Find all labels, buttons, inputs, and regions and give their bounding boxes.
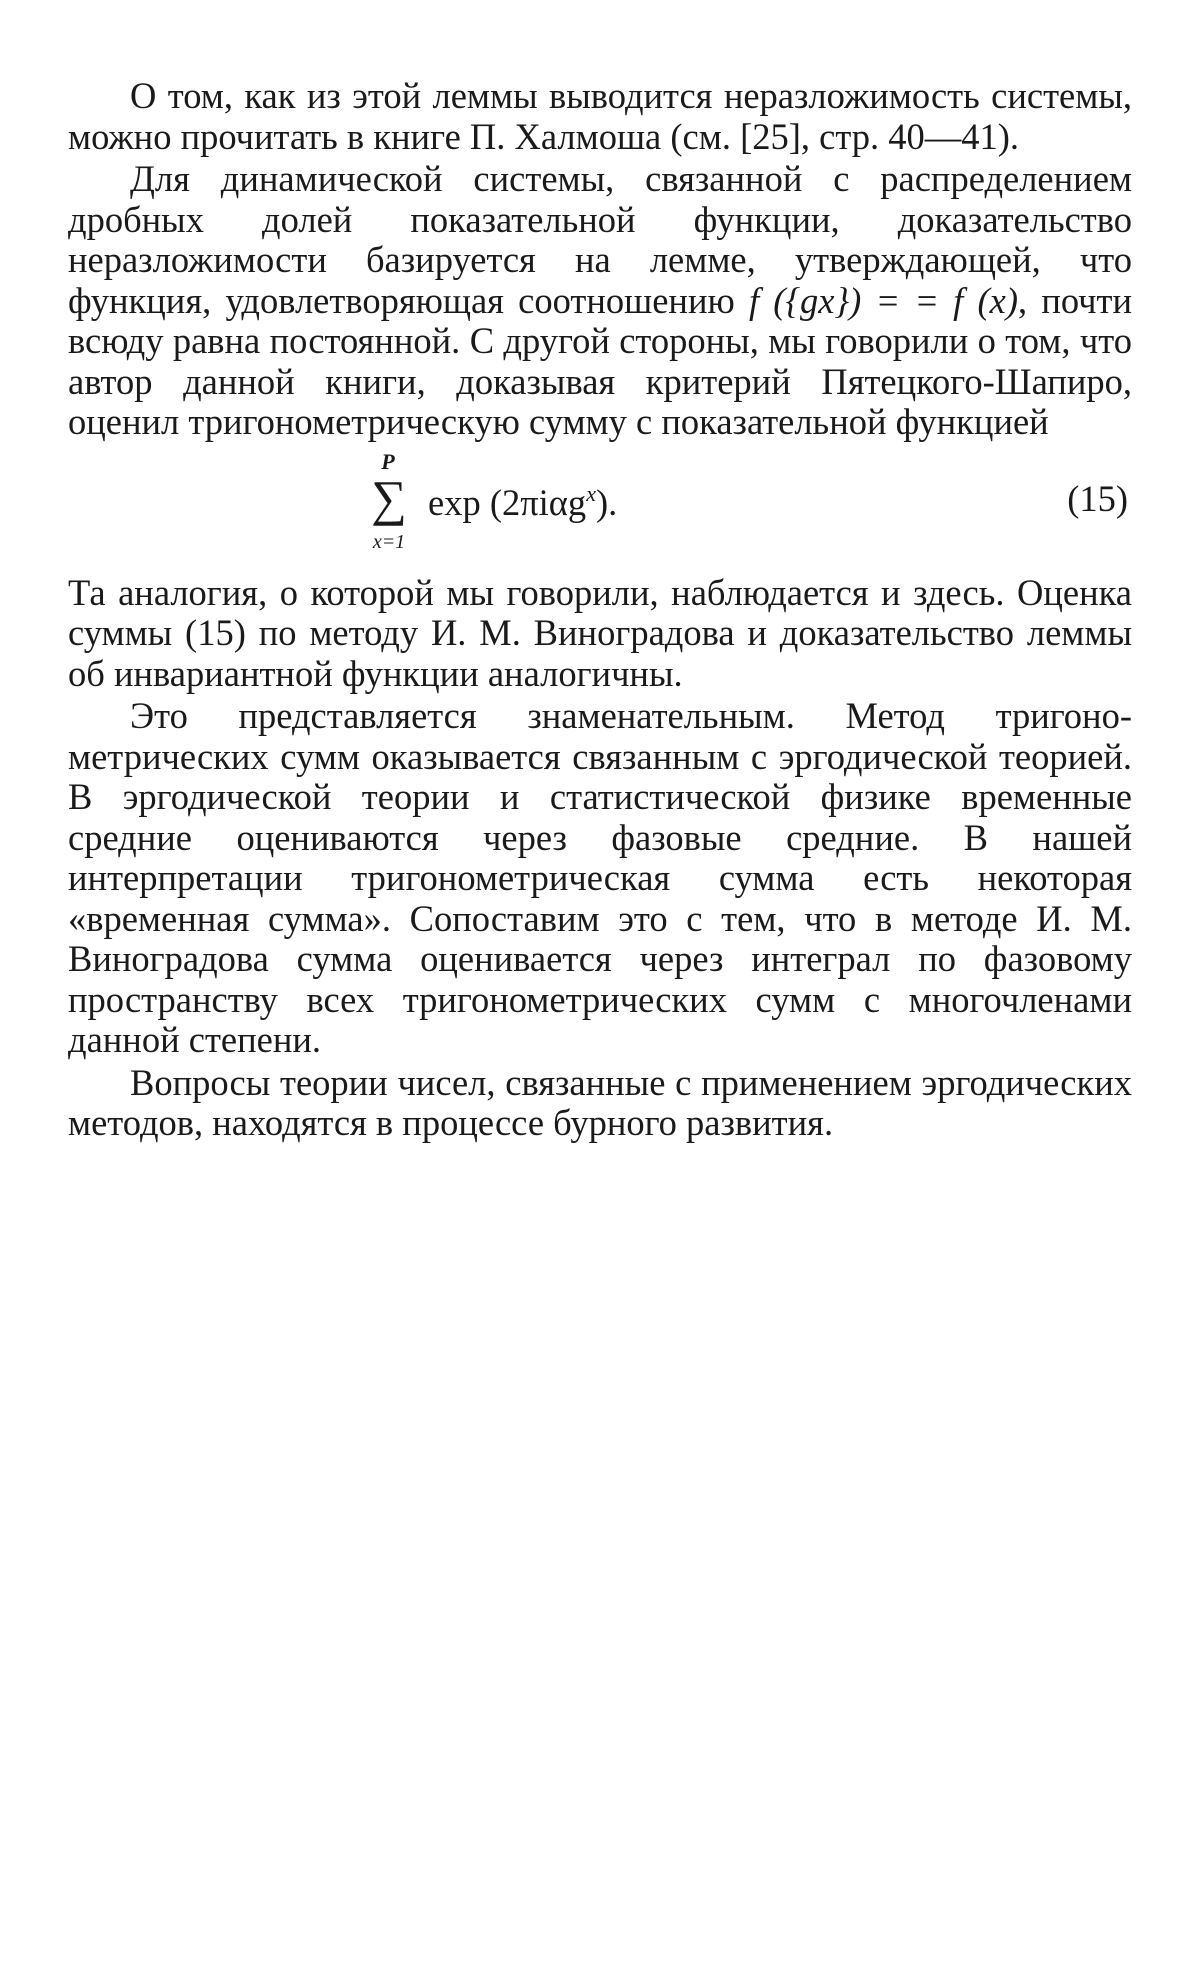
- inline-formula-left: f ({gx}) =: [748, 279, 901, 321]
- equation-body: [428, 480, 618, 523]
- sum-lower-limit: x=1: [372, 530, 406, 553]
- display-equation-15: [68, 448, 1132, 563]
- paragraph-ergodic-theory: Это представляется знаменательным. Метод тригонометрических сумм оказывается связанным с эргодической теорией. В эргодической теории и статистической физике временные средние оцениваются через фазовые средние. В нашей интерпретации тригонометрическая сумма есть некоторая «временная сумма». Сопоставим это с тем, что в методе И. М. Виноградова сумма оценивается через интеграл по фазовому пространству всех тригонометрических сумм с многочленами данной степени.: [68, 695, 1132, 1060]
- equation-exponent: x: [586, 480, 596, 506]
- paragraph-halmos-reference: О том, как из этой леммы выводится неразложимость системы, можно прочитать в книге П. Халмоша (см. [25], стр. 40—41).: [68, 75, 1132, 157]
- equation-number: (15): [1067, 477, 1128, 519]
- summation: [360, 448, 418, 563]
- paragraph-number-theory-questions: Вопросы теории чисел, связанные с применением эргодических методов, находятся в процессе бурного развития.: [68, 1061, 1132, 1143]
- equation-expression: exp (2πiαg: [428, 481, 587, 523]
- paragraph-text: , почти всюду равна постоянной. С другой стороны, мы говорили о том, что автор данной книги, доказывая критерий Пятецкого-Шапиро, оценил тригонометрическую сумму с показательной функцией: [68, 279, 1133, 442]
- sum-upper-limit: P: [381, 448, 395, 474]
- equation-closing: ).: [595, 481, 618, 523]
- sum-sign: ∑: [371, 469, 407, 526]
- paragraph-text: Для динамической системы, связанной с распределением дробных долей показательной функции, доказательство неразложимости базируется на лемме, утверждающей, что функция, удовлетворяющая соотношению: [68, 158, 1132, 321]
- paragraph-analogy: Та аналогия, о которой мы говорили, наблюдается и здесь. Оценка суммы (15) по методу И. М. Виноградова и доказательство леммы об инвариантной функции аналогичны.: [68, 571, 1132, 694]
- inline-formula-right: = f (x): [914, 279, 1018, 321]
- paragraph-dynamic-system: [68, 159, 1132, 443]
- document-page: [68, 76, 1132, 1144]
